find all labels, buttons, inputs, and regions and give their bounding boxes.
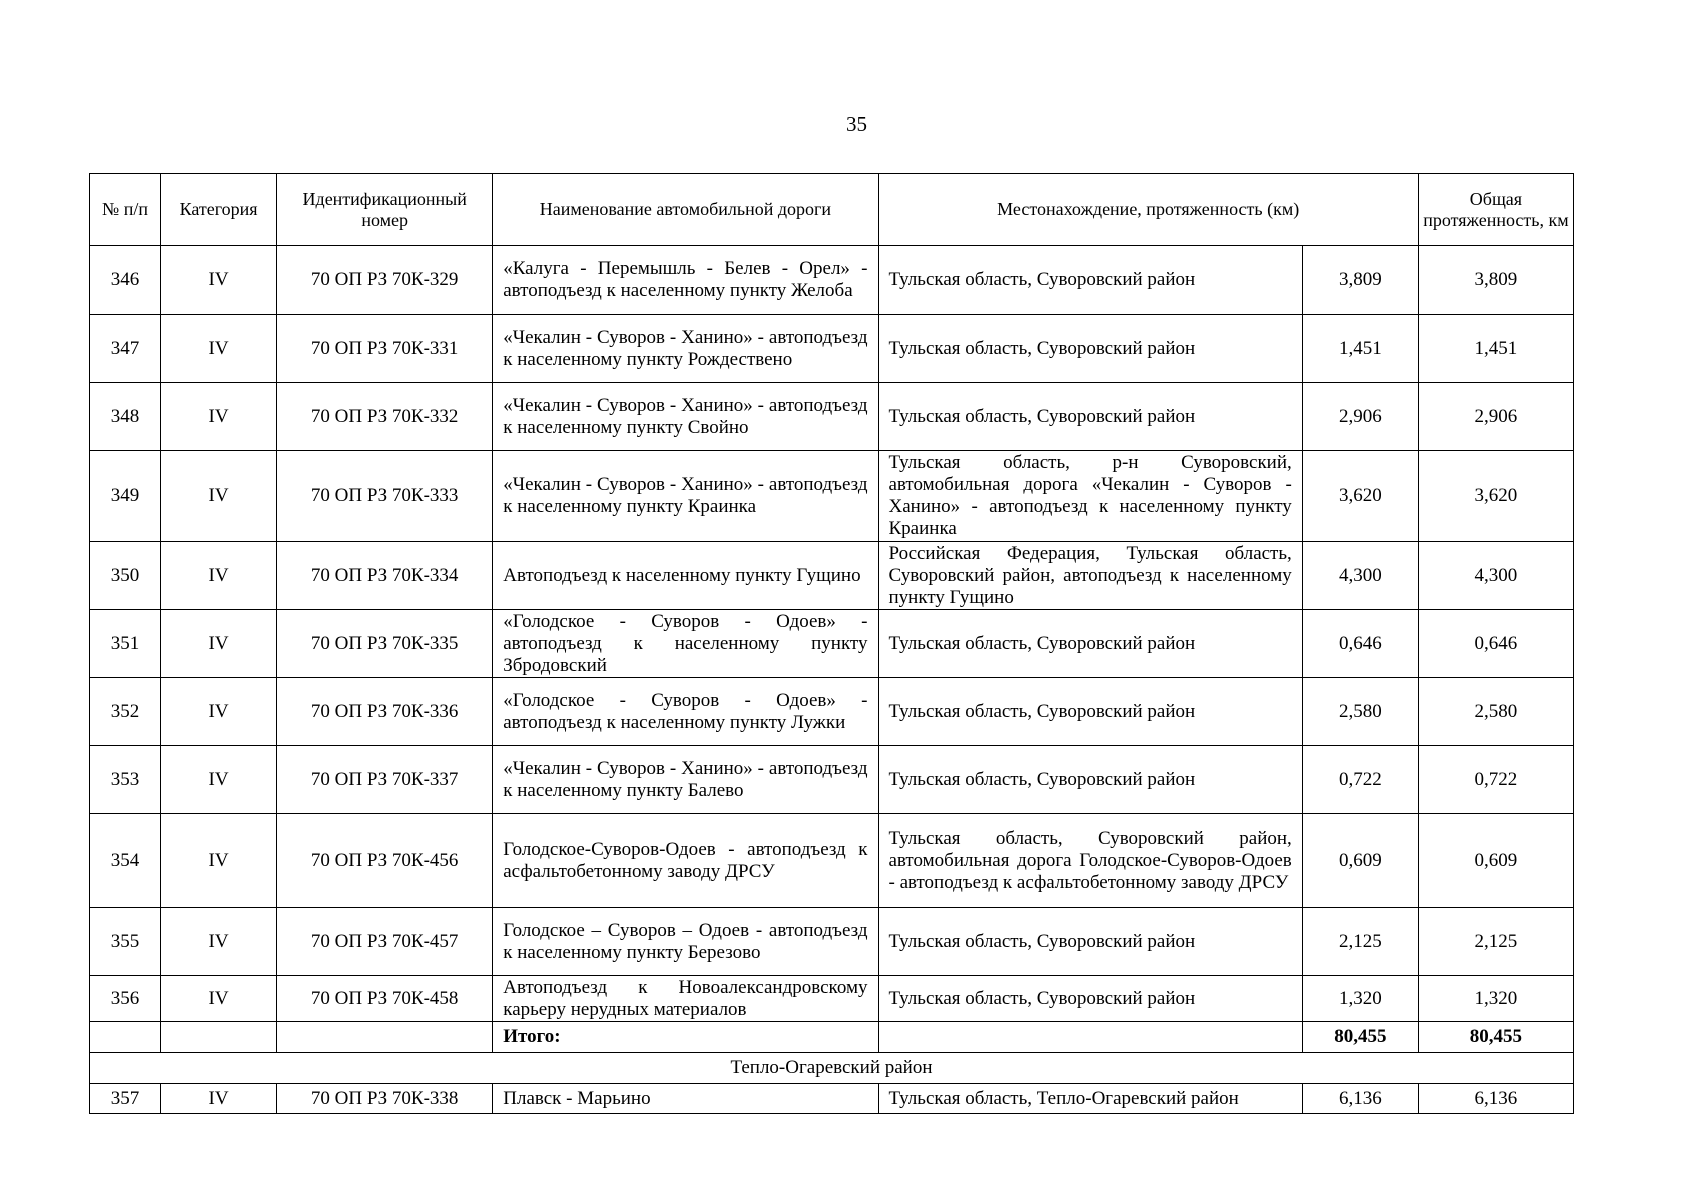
- cell-road-name: Плавск - Марьино: [493, 1084, 878, 1114]
- table-row: [90, 315, 1574, 383]
- cell-location: Тульская область, р-н Суворовский, автомобильная дорога «Чекалин - Суворов - Ханино» - автоподъезд к населенному пункту Краинка: [878, 451, 1302, 542]
- cell-category: IV: [161, 746, 277, 814]
- section-title: Тепло-Огаревский район: [90, 1053, 1574, 1084]
- cell-empty: [878, 1022, 1302, 1053]
- cell-total: 3,620: [1418, 451, 1573, 542]
- table-row: [90, 908, 1574, 976]
- cell-total: 0,609: [1418, 814, 1573, 908]
- cell-location: Тульская область, Суворовский район: [878, 908, 1302, 976]
- cell-num: 357: [90, 1084, 161, 1114]
- header-total-length: Общая протяженность, км: [1418, 174, 1573, 246]
- cell-empty: [277, 1022, 493, 1053]
- cell-category: IV: [161, 315, 277, 383]
- total-length: 80,455: [1302, 1022, 1418, 1053]
- cell-length: 2,906: [1302, 383, 1418, 451]
- cell-location: Тульская область, Суворовский район: [878, 746, 1302, 814]
- table-row: [90, 383, 1574, 451]
- cell-total: 6,136: [1418, 1084, 1573, 1114]
- cell-total: 2,125: [1418, 908, 1573, 976]
- cell-category: IV: [161, 678, 277, 746]
- cell-total: 4,300: [1418, 542, 1573, 610]
- cell-num: 349: [90, 451, 161, 542]
- cell-id: 70 ОП РЗ 70К-334: [277, 542, 493, 610]
- cell-road-name: «Чекалин - Суворов - Ханино» - автоподъезд к населенному пункту Рождествено: [493, 315, 878, 383]
- table-row: [90, 542, 1574, 610]
- cell-location: Тульская область, Суворовский район: [878, 315, 1302, 383]
- header-num: № п/п: [90, 174, 161, 246]
- cell-location: Тульская область, Суворовский район: [878, 976, 1302, 1022]
- cell-location: Тульская область, Суворовский район: [878, 383, 1302, 451]
- section-row: [90, 1053, 1574, 1084]
- cell-id: 70 ОП РЗ 70К-458: [277, 976, 493, 1022]
- cell-category: IV: [161, 814, 277, 908]
- cell-num: 353: [90, 746, 161, 814]
- cell-total: 2,906: [1418, 383, 1573, 451]
- cell-num: 346: [90, 246, 161, 315]
- cell-category: IV: [161, 246, 277, 315]
- cell-id: 70 ОП РЗ 70К-338: [277, 1084, 493, 1114]
- cell-empty: [90, 1022, 161, 1053]
- cell-id: 70 ОП РЗ 70К-336: [277, 678, 493, 746]
- cell-total: 2,580: [1418, 678, 1573, 746]
- cell-length: 0,722: [1302, 746, 1418, 814]
- cell-road-name: «Чекалин - Суворов - Ханино» - автоподъезд к населенному пункту Балево: [493, 746, 878, 814]
- roads-table: [89, 173, 1574, 1114]
- cell-length: 3,620: [1302, 451, 1418, 542]
- cell-location: Тульская область, Суворовский район: [878, 678, 1302, 746]
- cell-location: Тульская область, Тепло-Огаревский район: [878, 1084, 1302, 1114]
- table-row: [90, 1084, 1574, 1114]
- header-id-number: Идентификационный номер: [277, 174, 493, 246]
- cell-category: IV: [161, 908, 277, 976]
- cell-road-name: Автоподъезд к Новоалександровскому карьеру нерудных материалов: [493, 976, 878, 1022]
- cell-total: 1,320: [1418, 976, 1573, 1022]
- cell-category: IV: [161, 383, 277, 451]
- table-row: [90, 976, 1574, 1022]
- cell-length: 1,320: [1302, 976, 1418, 1022]
- cell-road-name: «Чекалин - Суворов - Ханино» - автоподъезд к населенному пункту Свойно: [493, 383, 878, 451]
- cell-category: IV: [161, 610, 277, 678]
- cell-road-name: Автоподъезд к населенному пункту Гущино: [493, 542, 878, 610]
- cell-length: 1,451: [1302, 315, 1418, 383]
- cell-road-name: Голодское – Суворов – Одоев - автоподъезд к населенному пункту Березово: [493, 908, 878, 976]
- cell-road-name: «Голодское - Суворов - Одоев» - автоподъезд к населенному пункту Збродовский: [493, 610, 878, 678]
- cell-length: 4,300: [1302, 542, 1418, 610]
- table-row: [90, 746, 1574, 814]
- total-row: [90, 1022, 1574, 1053]
- cell-id: 70 ОП РЗ 70К-335: [277, 610, 493, 678]
- cell-category: IV: [161, 451, 277, 542]
- table-row: [90, 451, 1574, 542]
- cell-length: 0,646: [1302, 610, 1418, 678]
- cell-id: 70 ОП РЗ 70К-457: [277, 908, 493, 976]
- cell-total: 0,722: [1418, 746, 1573, 814]
- cell-num: 355: [90, 908, 161, 976]
- cell-category: IV: [161, 976, 277, 1022]
- cell-num: 356: [90, 976, 161, 1022]
- cell-total: 3,809: [1418, 246, 1573, 315]
- cell-empty: [161, 1022, 277, 1053]
- cell-num: 350: [90, 542, 161, 610]
- cell-category: IV: [161, 1084, 277, 1114]
- cell-id: 70 ОП РЗ 70К-456: [277, 814, 493, 908]
- cell-num: 347: [90, 315, 161, 383]
- cell-id: 70 ОП РЗ 70К-331: [277, 315, 493, 383]
- header-category: Категория: [161, 174, 277, 246]
- cell-road-name: «Чекалин - Суворов - Ханино» - автоподъезд к населенному пункту Краинка: [493, 451, 878, 542]
- cell-id: 70 ОП РЗ 70К-337: [277, 746, 493, 814]
- header-location: Местонахождение, протяженность (км): [878, 174, 1418, 246]
- cell-length: 6,136: [1302, 1084, 1418, 1114]
- cell-num: 354: [90, 814, 161, 908]
- header-row: [90, 174, 1574, 246]
- cell-num: 352: [90, 678, 161, 746]
- cell-location: Тульская область, Суворовский район, автомобильная дорога Голодское-Суворов-Одоев - автоподъезд к асфальтобетонному заводу ДРСУ: [878, 814, 1302, 908]
- table-row: [90, 246, 1574, 315]
- table-row: [90, 814, 1574, 908]
- header-road-name: Наименование автомобильной дороги: [493, 174, 878, 246]
- cell-id: 70 ОП РЗ 70К-329: [277, 246, 493, 315]
- cell-length: 2,125: [1302, 908, 1418, 976]
- table-row: [90, 610, 1574, 678]
- cell-length: 2,580: [1302, 678, 1418, 746]
- cell-length: 3,809: [1302, 246, 1418, 315]
- cell-total: 1,451: [1418, 315, 1573, 383]
- cell-category: IV: [161, 542, 277, 610]
- cell-id: 70 ОП РЗ 70К-333: [277, 451, 493, 542]
- cell-location: Российская Федерация, Тульская область, Суворовский район, автоподъезд к населенному пункту Гущино: [878, 542, 1302, 610]
- page-number: 35: [846, 112, 867, 136]
- cell-road-name: «Калуга - Перемышль - Белев - Орел» - автоподъезд к населенному пункту Желоба: [493, 246, 878, 315]
- total-label: Итого:: [493, 1022, 878, 1053]
- cell-length: 0,609: [1302, 814, 1418, 908]
- total-total: 80,455: [1418, 1022, 1573, 1053]
- cell-num: 348: [90, 383, 161, 451]
- cell-id: 70 ОП РЗ 70К-332: [277, 383, 493, 451]
- table-row: [90, 678, 1574, 746]
- cell-road-name: Голодское-Суворов-Одоев - автоподъезд к асфальтобетонному заводу ДРСУ: [493, 814, 878, 908]
- cell-location: Тульская область, Суворовский район: [878, 610, 1302, 678]
- cell-num: 351: [90, 610, 161, 678]
- cell-location: Тульская область, Суворовский район: [878, 246, 1302, 315]
- cell-total: 0,646: [1418, 610, 1573, 678]
- cell-road-name: «Голодское - Суворов - Одоев» - автоподъезд к населенному пункту Лужки: [493, 678, 878, 746]
